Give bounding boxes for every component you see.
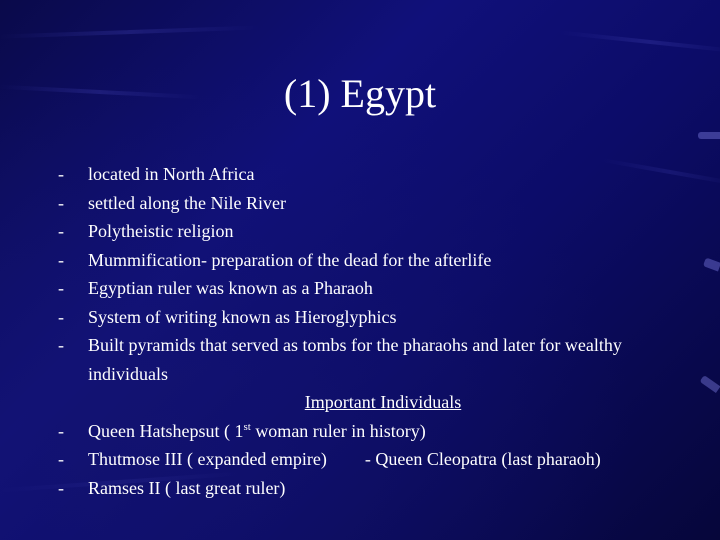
- hatshepsut-suffix: woman ruler in history): [250, 420, 426, 441]
- bullet-text: Egyptian ruler was known as a Pharaoh: [88, 278, 373, 298]
- bullet-item: [58, 189, 678, 218]
- bullet-item: [58, 160, 678, 189]
- individual-item: [58, 445, 678, 474]
- bullet-item: [58, 303, 678, 332]
- bullet-dash: -: [58, 477, 64, 498]
- edge-mark: [703, 258, 720, 272]
- background-streak: [0, 25, 260, 38]
- slide-title: (1) Egypt: [283, 71, 437, 116]
- edge-mark: [698, 132, 720, 139]
- bullet-dash: -: [58, 164, 64, 184]
- ordinal-superscript: st: [243, 420, 251, 433]
- ramses-text: Ramses II ( last great ruler): [88, 477, 286, 498]
- bullet-text: Built pyramids that served as tombs for the pharaohs and later for wealthy individuals: [88, 335, 622, 384]
- bullet-text: System of writing known as Hieroglyphics: [88, 306, 397, 327]
- background-streak: [560, 31, 720, 54]
- individual-row: [88, 445, 678, 474]
- bullet-text: Mummification- preparation of the dead for the afterlife: [88, 249, 492, 270]
- individual-item: [58, 474, 678, 503]
- bullet-dash: -: [58, 306, 64, 327]
- bullet-dash: -: [58, 221, 64, 241]
- individual-item: [58, 417, 678, 446]
- thutmose-text: Thutmose III ( expanded empire): [88, 449, 327, 469]
- cleopatra-text: - Queen Cleopatra (last pharaoh): [364, 449, 601, 469]
- bullet-item: [58, 274, 678, 303]
- bullet-item: [58, 331, 678, 388]
- bullet-dash: -: [58, 192, 64, 213]
- bullet-dash: -: [58, 449, 64, 469]
- edge-mark: [700, 375, 720, 393]
- bullet-item: [58, 217, 678, 246]
- bullet-list: [58, 160, 678, 502]
- bullet-dash: -: [58, 420, 64, 441]
- bullet-item: [58, 246, 678, 275]
- bullet-text: settled along the Nile River: [88, 192, 286, 213]
- important-individuals-heading: Important Individuals: [304, 392, 462, 412]
- bullet-dash: -: [58, 249, 64, 270]
- hatshepsut-text: [88, 421, 426, 441]
- bullet-dash: -: [58, 335, 64, 355]
- bullet-dash: -: [58, 278, 64, 298]
- bullet-text: Polytheistic religion: [88, 221, 234, 241]
- bullet-text: located in North Africa: [88, 164, 255, 184]
- hatshepsut-prefix: Queen Hatshepsut ( 1: [88, 420, 244, 441]
